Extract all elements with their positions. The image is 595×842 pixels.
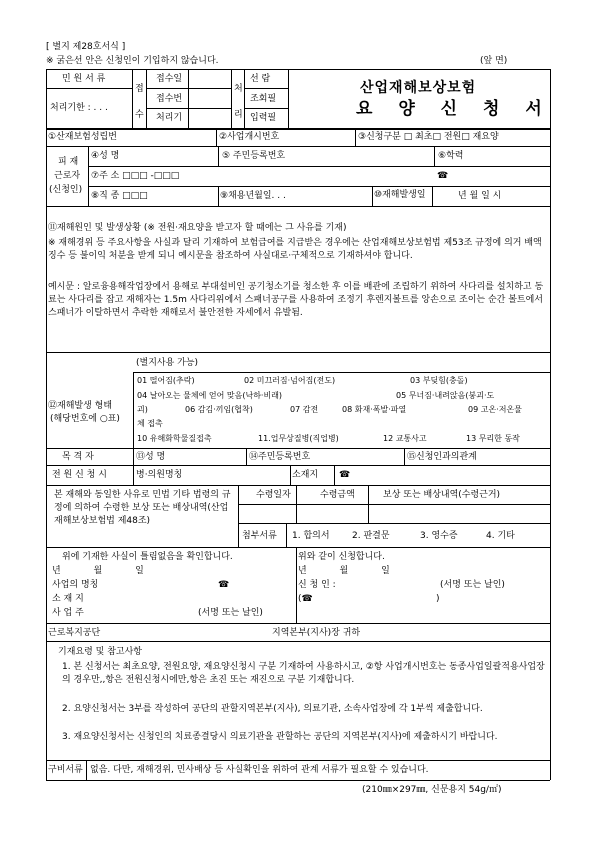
type-label: ⑫재해발생 형태 xyxy=(48,401,113,411)
type-label-note: (해당번호에 ○표) xyxy=(50,414,120,424)
type-option[interactable]: 10 유해화학물질접촉 xyxy=(137,434,212,443)
form-title-top: 산업재해보상보험 xyxy=(360,80,477,96)
type-option[interactable]: 08 화재·폭발·파열 xyxy=(342,405,407,414)
addressee-office: 지역본부(지사)장 귀하 xyxy=(272,628,361,638)
type-option[interactable]: 11.업무상질병(직업병) xyxy=(258,434,339,443)
witness-name: ⑬성 명 xyxy=(136,452,166,462)
applicant-label: 신 청 인 : xyxy=(298,580,336,590)
receipt-char: 수 xyxy=(135,110,144,120)
owner-label: 사 업 주 xyxy=(52,608,84,618)
receipt-number: 접수번 xyxy=(156,94,183,104)
form-number: [ 별지 제28호서식 ] xyxy=(46,42,126,52)
attachments-label: 첨부서류 xyxy=(242,531,277,541)
attach-note: (별지사용 가능) xyxy=(136,358,199,368)
thick-line xyxy=(46,128,550,130)
instruction-item: 2. 요양신청서는 3부를 작성하여 공단의 관할지역본부(지사), 의료기관, 소속사업장에 각 1부씩 제출합니다. xyxy=(62,704,483,714)
type-option-cont: 체 접촉 xyxy=(137,419,163,428)
inquiry-label: 조회필 xyxy=(250,94,277,104)
phone-icon: ☎ xyxy=(339,470,351,480)
witness-label: 목 격 자 xyxy=(62,452,94,462)
frame-left xyxy=(46,69,47,780)
frame-top xyxy=(46,69,550,70)
instruction-item: 3. 재요양신청서는 신청인의 치료종결당시 의료기관을 관할하는 공단의 지역본부(지사)에 제출하시기 바랍니다. xyxy=(62,732,498,742)
required-docs-text: 없음. 다만, 재해경위, 민사배상 등 사실확인을 위하여 관계 서류가 필요할 수 있습니다. xyxy=(90,765,429,775)
worker-label: 피 재 xyxy=(58,157,79,167)
witness-relation: ⑮신청인과의관계 xyxy=(407,452,477,462)
confirm-title: 위에 기재한 사실이 틀림없음을 확인합니다. xyxy=(62,552,233,562)
applicant-phone-close: ) xyxy=(436,594,440,604)
accident-date-label: ⑩재해발생일 xyxy=(374,190,426,200)
review-label: 선 람 xyxy=(250,74,271,84)
education-label: ⑥학력 xyxy=(438,151,464,161)
type-option[interactable]: 04 날아오는 물체에 얻어 맞음(낙하·비래) xyxy=(137,391,283,400)
applicant-phone: (☎ xyxy=(298,594,313,604)
paper-spec: (210㎜×297㎜, 신문용지 54g/㎡) xyxy=(362,785,502,795)
accident-date-value: 년 월 일 시 xyxy=(458,191,502,201)
hospital-location: 소재지 xyxy=(292,470,319,480)
receipt-char: 접 xyxy=(135,84,144,94)
company-label: 사업의 명칭 xyxy=(52,580,99,590)
address-label: ⑦주 소 □□□ -□□□ xyxy=(91,171,180,181)
frame-bottom xyxy=(46,780,550,781)
instruction-item: 1. 본 신청서는 최초요양, 전원요양, 재요양신청시 구분 기재하여 사용하시고, ②항 사업개시번호는 동종사업일괄적용사업장의 경우만,,항은 전원신청시에만,항은 초진 또는 재진으로 구분 기재합니다. xyxy=(62,662,545,685)
attachment-option[interactable]: 3. 영수증 xyxy=(420,531,458,541)
applicant-signature[interactable]: (서명 또는 날인) xyxy=(440,580,505,590)
apply-title: 위와 같이 신청합니다. xyxy=(298,552,385,562)
hire-date-label: ⑨채용년월일. . . xyxy=(220,191,286,201)
type-option[interactable]: 12 교통사고 xyxy=(383,434,427,443)
instructions-heading: 기재요령 및 참고사항 xyxy=(58,647,142,657)
cause-note: ※ 재해경위 등 주요사항을 사실과 달리 기재하여 보험급여를 지급받은 경우에는 산업재해보상보험법 제53조 규정에 의거 배액징수 등 불이익 처분을 받게 되니 예시문을 참조하여 사실대로·구체적으로 기재하셔야 합니다. xyxy=(48,238,542,261)
form-title: 요 양 신 청 서 xyxy=(356,99,552,119)
phone-icon: ☎ xyxy=(218,580,230,590)
attachment-option[interactable]: 1. 합의서 xyxy=(292,531,330,541)
addressee-org: 근로복지공단 xyxy=(48,628,101,638)
type-option[interactable]: 09 고온·저온물 xyxy=(468,405,522,414)
type-option-cont: 괴) xyxy=(137,405,148,414)
attachment-option[interactable]: 2. 판결문 xyxy=(352,531,390,541)
deadline-label: 처리기한 : . . . xyxy=(50,103,108,113)
business-number-label: ②사업개시번호 xyxy=(219,132,280,142)
hospital-label: 전 원 신 청 시 xyxy=(52,470,107,480)
insurance-number-label: ①산재보험성립번 xyxy=(48,132,117,142)
cause-example: 예시문 : 알로융용해작업장에서 용해로 부대설비인 공기청소기를 청소한 후 이를 배관에 조립하기 위하여 사다리를 설치하고 동료는 사다리를 잡고 재해자는 1.5m 사다리위에서 스패너공구를 사용하여 조정기 후렌지볼트를 앙손으로 조이는 순간 볼트에서 스패너가 이탈하면서 추락한 재해로서 불안전한 자세에서 유발됨. xyxy=(48,282,544,318)
worker-label: 근로자 xyxy=(54,171,81,181)
job-label: ⑧직 종 □□□ xyxy=(91,191,148,201)
type-option[interactable]: 02 미끄러짐·넘어짐(전도) xyxy=(244,376,336,385)
receipt-label: 민 원 서 류 xyxy=(62,74,106,84)
page-side: (앞 면) xyxy=(480,56,508,66)
confirm-date: 년 월 일 xyxy=(52,566,144,576)
type-option[interactable]: 06 감김·끼임(협착) xyxy=(185,405,253,414)
application-type[interactable]: ③신청구분 □ 최초□ 전원□ 재요양 xyxy=(358,132,499,142)
apply-date: 년 월 일 xyxy=(298,566,390,576)
notice-text: ※ 굵은선 안은 신청인이 기입하지 않습니다. xyxy=(46,56,219,66)
type-option[interactable]: 01 떨어짐(추락) xyxy=(137,376,195,385)
name-label: ④성 명 xyxy=(91,151,120,161)
required-docs-label: 구비서류 xyxy=(48,765,83,775)
worker-label: (신청인) xyxy=(49,185,83,195)
process-char: 리 xyxy=(234,110,243,120)
location-label: 소 재 지 xyxy=(52,594,84,604)
receipt-date: 접수일 xyxy=(156,74,183,84)
frame-right xyxy=(550,69,551,780)
type-option[interactable]: 05 무너짐·내려앉음(붕괴·도 xyxy=(396,391,495,400)
cause-heading: ⑪재해원인 및 발생상황 (※ 전원·재요양을 받고자 할 때에는 그 사유를 기재) xyxy=(48,223,347,233)
phone-icon: ☎ xyxy=(437,171,449,181)
compensation-text: 본 재해와 동일한 사유로 민법 기타 법령의 규정에 의하여 수령한 보상 또는 배상내역(산업재해보상보험법 제48조) xyxy=(54,490,231,526)
attachment-option[interactable]: 4. 기타 xyxy=(486,531,515,541)
process-char: 처 xyxy=(234,84,243,94)
rrn-label: ⑤ 주민등록번호 xyxy=(222,151,286,161)
type-option[interactable]: 07 감전 xyxy=(290,405,319,414)
type-option[interactable]: 13 무리한 동작 xyxy=(466,434,520,443)
hospital-name: 병·의원명칭 xyxy=(136,470,183,480)
compensation-col: 수령일자 xyxy=(256,490,291,500)
input-label: 입력필 xyxy=(250,113,277,123)
type-option[interactable]: 03 부딪힘(충돌) xyxy=(410,376,468,385)
witness-rrn: ⑭주민등록번호 xyxy=(249,452,311,462)
process-period: 처리기 xyxy=(156,113,183,123)
compensation-col: 보상 또는 배상내역(수령근거) xyxy=(383,490,501,500)
owner-signature[interactable]: (서명 또는 날인) xyxy=(198,608,263,618)
compensation-col: 수령금액 xyxy=(320,490,355,500)
